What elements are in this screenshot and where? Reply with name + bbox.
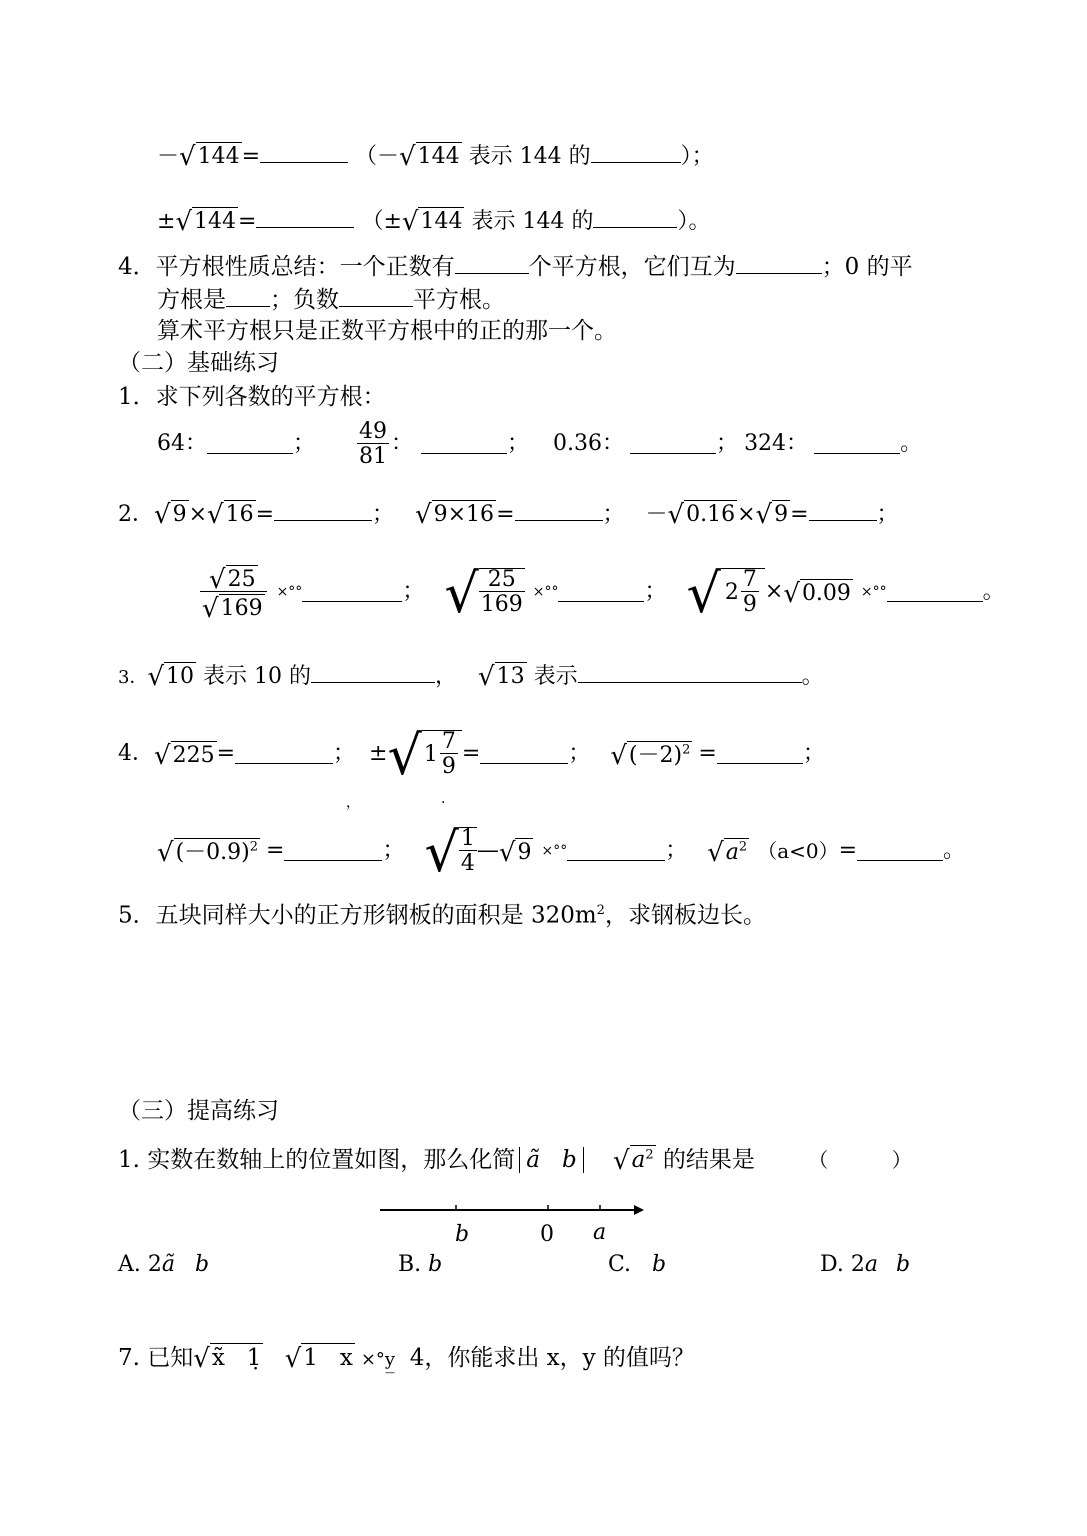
desc: 表示 144 的: [461, 144, 591, 169]
sign: －: [157, 144, 180, 169]
answer-blank[interactable]: [567, 842, 665, 861]
text: 7. 已知: [118, 1345, 194, 1371]
radical: $√(-2)^2$: [610, 741, 691, 771]
option-c[interactable]: [608, 1254, 666, 1276]
sep: ；: [602, 502, 625, 527]
garbled-equals: ×°°: [541, 843, 568, 859]
numerator: 7: [441, 729, 456, 754]
radicand: 10: [166, 664, 195, 689]
radical: √144: [401, 207, 463, 237]
q2-line1: [118, 500, 899, 530]
answer-blank[interactable]: [630, 435, 716, 454]
text: 表示 10 的: [196, 664, 312, 689]
radical: √13: [478, 662, 525, 692]
var: b: [428, 1252, 443, 1277]
answer-blank[interactable]: [235, 745, 333, 764]
radicand: 1 x: [303, 1345, 353, 1371]
stray-mark-1: ，: [346, 795, 360, 811]
numerator: 1: [460, 826, 475, 851]
answer-blank[interactable]: [736, 255, 822, 274]
condition: （a<0）: [757, 839, 839, 863]
abs-close: [583, 1147, 584, 1173]
radicand: 144: [417, 144, 460, 169]
var: b: [195, 1252, 210, 1277]
label: B.: [398, 1252, 429, 1277]
radical-mixed-number: √ 2 $\frac{7}{9}$: [687, 565, 765, 619]
paren-open: （－: [355, 144, 400, 169]
numerator: 49: [359, 418, 388, 444]
denominator: 81: [359, 443, 388, 469]
radicand: x̃ 1̣: [211, 1345, 262, 1371]
radicand: 169: [220, 595, 263, 621]
fraction-sqrt25-sqrt169: [200, 564, 267, 624]
radical: √16: [207, 500, 254, 530]
answer-blank[interactable]: [515, 502, 603, 521]
radical: $√a^2$: [613, 1146, 654, 1176]
radicand: 0.09: [801, 581, 851, 606]
radicand: 144: [420, 209, 463, 234]
sep: ；: [802, 741, 825, 766]
var-b: b: [561, 1147, 577, 1173]
answer-blank[interactable]: [857, 842, 943, 861]
answer-blank[interactable]: [591, 144, 681, 163]
var: a: [864, 1252, 878, 1277]
axis-label-a: a: [593, 1220, 607, 1245]
text: 平方根。: [413, 287, 505, 313]
radical: √225: [154, 741, 215, 771]
eq: =: [241, 144, 261, 169]
times: ×: [764, 579, 784, 604]
radicand: 9×16: [433, 502, 495, 527]
eq: =: [790, 502, 809, 527]
sep: ；: [665, 838, 688, 863]
radicand: 9: [774, 502, 789, 527]
denominator: 9: [742, 592, 757, 617]
times: ×: [188, 502, 208, 527]
end: 。: [943, 838, 966, 863]
answer-blank[interactable]: [809, 502, 877, 521]
abs-open: [519, 1147, 582, 1173]
answer-blank[interactable]: [207, 435, 293, 454]
answer-blank[interactable]: [311, 664, 435, 683]
q1-title: 1．求下列各数的平方根：: [118, 384, 386, 410]
var: ã: [161, 1252, 175, 1277]
option-b[interactable]: [398, 1254, 442, 1276]
sep: ；: [507, 431, 530, 456]
sep: ；: [716, 431, 739, 456]
answer-blank[interactable]: [260, 144, 348, 163]
line-pm-sqrt144: [157, 207, 711, 237]
q5-line: [118, 904, 766, 928]
radical: √144: [179, 142, 240, 172]
eq: =: [496, 502, 515, 527]
denominator: 169: [480, 592, 523, 617]
end: 。: [801, 664, 824, 689]
radical: √9: [154, 500, 187, 530]
radical: $√(-0.9)^2$: [157, 838, 259, 868]
exponent: 2: [645, 1147, 654, 1163]
label: 4．: [118, 741, 154, 766]
sign: ±: [157, 209, 176, 234]
stray-mark-2: .: [441, 791, 446, 807]
numerator: 7: [742, 567, 757, 592]
radical: √1 x: [284, 1344, 353, 1374]
eq: =: [216, 741, 236, 766]
garbled-equals: ×°°: [860, 584, 887, 600]
option-d[interactable]: [820, 1254, 910, 1276]
radicand: 144: [194, 209, 237, 234]
q4-summary-line2: [157, 288, 505, 312]
answer-blank[interactable]: [480, 745, 568, 764]
answer-blank[interactable]: [339, 288, 413, 307]
answer-blank[interactable]: [302, 583, 402, 602]
radicand: 0.16: [686, 502, 736, 527]
sep: ；: [568, 741, 591, 766]
answer-blank[interactable]: [717, 745, 803, 764]
text: 的结果是: [655, 1147, 755, 1173]
sep: ；: [293, 431, 316, 456]
neg: －: [645, 502, 668, 527]
var: b: [895, 1252, 911, 1277]
line-neg-sqrt144: [157, 142, 714, 172]
sep: ；: [372, 502, 395, 527]
number-line: [378, 1200, 648, 1220]
p3-q1-line: [118, 1146, 912, 1176]
radical: √9: [498, 838, 532, 868]
radical-mixed-number: √ 1 $\frac{7}{9}$: [387, 727, 461, 781]
sep: ；: [876, 502, 899, 527]
radical: √9×16: [415, 500, 495, 530]
label: A. 2: [118, 1252, 162, 1277]
answer-blank[interactable]: [274, 502, 372, 521]
var: b: [652, 1252, 667, 1277]
text: 1. 实数在数轴上的位置如图，那么化简: [118, 1147, 516, 1173]
paren-close: ）；: [680, 144, 714, 169]
answer-blank[interactable]: [558, 583, 644, 602]
radicand: 13: [496, 664, 525, 689]
radical: √144: [399, 142, 460, 172]
exponent: 2: [682, 742, 691, 758]
p3-q7-line: [118, 1344, 695, 1374]
eq: =: [461, 741, 481, 766]
whole: 1: [423, 741, 438, 767]
exponent: 2: [738, 839, 748, 855]
colon: ：: [391, 431, 414, 456]
eq: =: [838, 838, 858, 863]
eq: =: [255, 502, 275, 527]
text: ；0 的平: [821, 254, 913, 280]
text: 方根是: [157, 287, 226, 313]
denominator: 4: [460, 851, 475, 876]
answer-blank[interactable]: [226, 288, 270, 307]
sep: ；: [382, 838, 405, 863]
garbled-equals: ×°°: [532, 584, 559, 600]
radicand: 9: [172, 502, 187, 527]
eq: =: [238, 209, 257, 234]
answer-blank[interactable]: [256, 209, 354, 228]
radicand: 9: [517, 840, 532, 865]
exponent: 2: [596, 903, 605, 918]
q4-summary-line1: [118, 255, 913, 279]
radicand: a: [631, 1147, 646, 1173]
text: ，求钢板边长。: [604, 902, 766, 929]
section-heading-advanced: （三）提高练习: [118, 1098, 279, 1124]
answer-blank[interactable]: [284, 842, 382, 861]
radical-fraction: √ $\frac{25}{169}$: [444, 562, 523, 625]
sep: ；: [644, 579, 667, 604]
minus: —: [476, 838, 499, 863]
item-036: 0.36：: [553, 431, 625, 456]
radical: $√a^2$: [707, 838, 748, 868]
garbled-equals: ×°y̲: [360, 1349, 396, 1370]
radical: √9: [755, 500, 789, 530]
comma: ，: [435, 664, 458, 689]
pm: ±: [369, 741, 388, 766]
sep: ；: [402, 579, 425, 604]
radicand: (－2): [628, 743, 683, 768]
radicand: 16: [225, 502, 254, 527]
whole: 2: [724, 579, 739, 605]
answer-blank[interactable]: [578, 664, 802, 683]
paren-close: ）。: [677, 209, 711, 234]
answer-blank[interactable]: [421, 435, 507, 454]
answer-blank[interactable]: [887, 583, 983, 602]
item-64: 64：: [157, 431, 207, 456]
answer-paren[interactable]: （ ）: [808, 1148, 912, 1172]
answer-blank[interactable]: [455, 255, 529, 274]
section-heading-basic: （二）基础练习: [118, 350, 279, 376]
text: 4．平方根性质总结：一个正数有: [118, 254, 455, 280]
answer-blank[interactable]: [593, 209, 677, 228]
text: 4，你能求出 x，y 的值吗？: [395, 1345, 695, 1371]
axis-label-zero: 0: [540, 1222, 554, 1247]
option-a[interactable]: [118, 1254, 209, 1276]
sep: ；: [333, 741, 356, 766]
q4-summary-line3: 算术平方根只是正数平方根中的正的那一个。: [157, 318, 617, 344]
label: 2．: [118, 502, 154, 527]
garbled-equals: ×°°: [276, 584, 303, 600]
label: 3．: [118, 667, 148, 688]
radical-fraction: √ $\frac{1}{4}$: [424, 821, 475, 884]
desc: 表示 144 的: [464, 209, 594, 234]
label: D. 2: [820, 1252, 865, 1277]
radicand: 225: [172, 743, 215, 768]
axis-label-b: b: [455, 1222, 470, 1247]
radicand: (－0.9): [175, 840, 250, 865]
label: C.: [608, 1252, 639, 1277]
q4-line2: [157, 818, 965, 884]
radical: √0.09: [783, 579, 851, 609]
radical: √x̃ 1̣: [193, 1344, 262, 1374]
exponent: 2: [249, 839, 259, 855]
answer-blank[interactable]: [814, 435, 900, 454]
text: 5．五块同样大小的正方形钢板的面积是 320m: [118, 902, 597, 929]
item-324: 324：: [744, 431, 809, 456]
radical: √0.16: [667, 500, 736, 530]
eq: =: [698, 741, 717, 766]
radicand: 144: [197, 144, 240, 169]
eq: =: [266, 838, 285, 863]
text: 表示: [526, 664, 578, 689]
radical: √169: [202, 593, 263, 624]
radical: √10: [147, 662, 195, 692]
paren-open: （±: [361, 209, 402, 234]
end: 。: [900, 431, 923, 456]
radicand: a: [725, 840, 739, 865]
end: 。: [982, 579, 1005, 604]
denominator: 9: [441, 754, 456, 779]
var-a: ã: [526, 1147, 540, 1173]
radical: √144: [175, 207, 237, 237]
numerator: 25: [487, 567, 516, 592]
q4-line1: [118, 722, 825, 786]
text: ；负数: [270, 287, 339, 313]
q1-items: [157, 416, 922, 472]
radicand: 25: [227, 566, 256, 592]
times: ×: [737, 502, 756, 527]
q3-line: [118, 662, 824, 692]
radical: √25: [209, 564, 256, 595]
q2-line2: [198, 560, 1005, 624]
fraction-49-81: [357, 418, 389, 469]
text: 个平方根，它们互为: [528, 254, 736, 280]
